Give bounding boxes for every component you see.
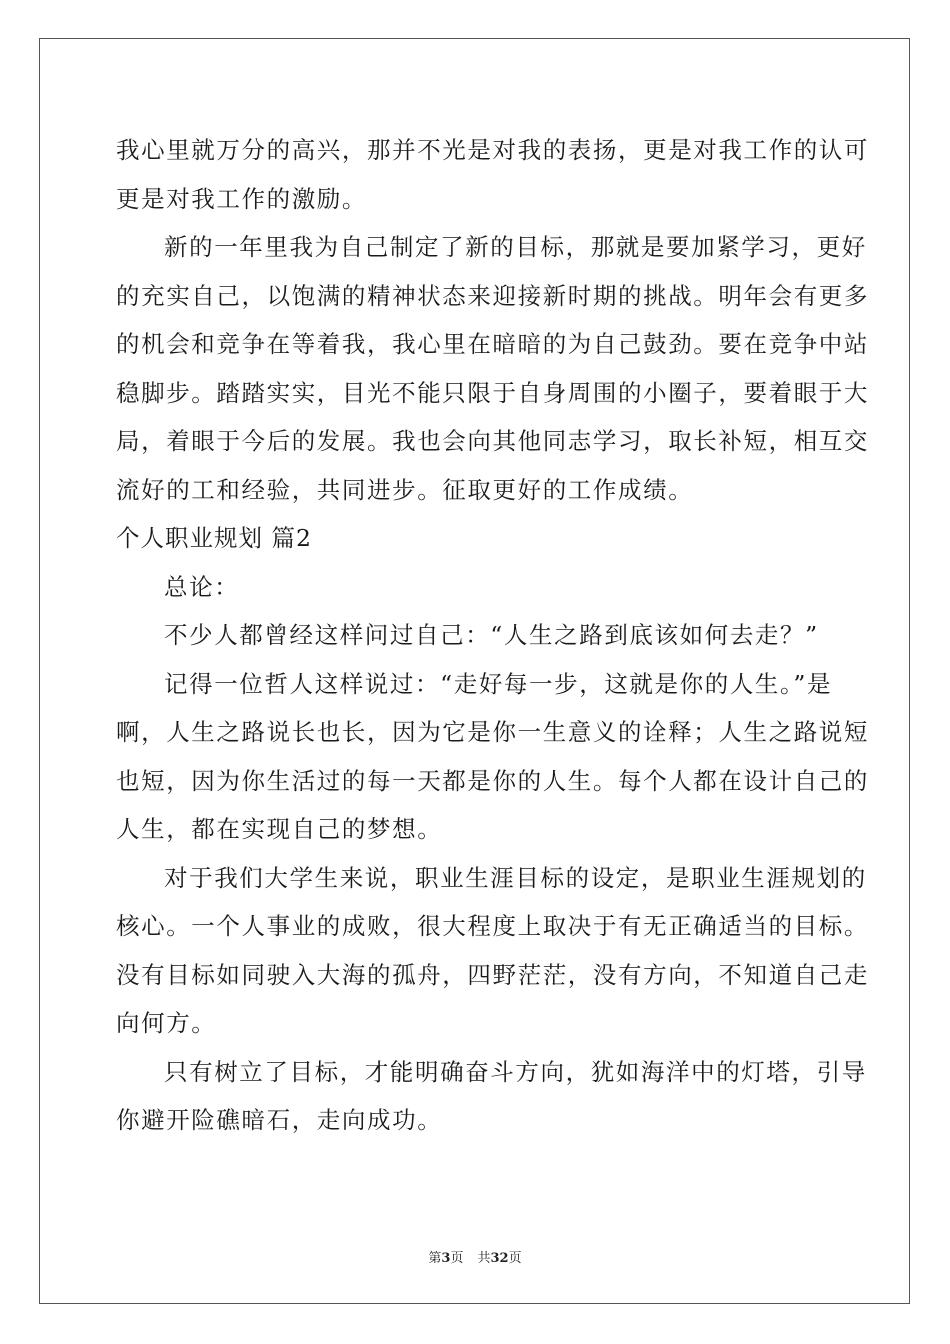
document-body <box>116 126 869 1145</box>
text-line: 更是对我工作的激励。 <box>116 184 367 213</box>
text-line: 我心里就万分的高兴，那并不光是对我的表扬，更是对我工作的认可 <box>116 136 869 164</box>
paragraph-start: 对于我们大学生来说，职业生涯目标的设定，是职业生涯规划的 <box>164 863 867 892</box>
text-line: 也短，因为你生活过的每一天都是你的人生。每个人都在设计自己的 <box>116 766 869 795</box>
total-pages: 32 <box>490 1251 509 1266</box>
paragraph-start: 不少人都曾经这样问过自己：“人生之路到底该如何去走？” <box>164 621 819 649</box>
section-heading: 个人职业规划 篇2 <box>116 524 312 552</box>
text-line: 的机会和竞争在等着我，我心里在暗暗的为自己鼓劲。要在竞争中站 <box>116 330 869 358</box>
text-line: 没有目标如同驶入大海的孤舟，四野茫茫，没有方向，不知道自己走 <box>116 960 869 989</box>
page-prefix: 第 <box>428 1251 442 1266</box>
text-line: 稳脚步。踏踏实实，目光不能只限于自身周围的小圈子，要着眼于大 <box>116 378 869 407</box>
text-line: 局，着眼于今后的发展。我也会向其他同志学习，取长补短，相互交 <box>116 427 869 455</box>
page-suffix: 页 <box>450 1251 464 1266</box>
text-line: 你避开险礁暗石，走向成功。 <box>116 1106 443 1134</box>
text-line: 啊，人生之路说长也长，因为它是你一生意义的诠释；人生之路说短 <box>116 718 869 746</box>
paragraph-start: 记得一位哲人这样说过：“走好每一步，这就是你的人生。”是 <box>164 669 833 698</box>
text-line: 的充实自己，以饱满的精神状态来迎接新时期的挑战。明年会有更多 <box>116 281 869 310</box>
text-line: 核心。一个人事业的成败，很大程度上取决于有无正确适当的目标。 <box>116 912 869 940</box>
page-number: 3 <box>441 1251 451 1266</box>
paragraph-start: 只有树立了目标，才能明确奋斗方向，犹如海洋中的灯塔，引导 <box>164 1057 867 1086</box>
text-line: 流好的工和经验，共同进步。征取更好的工作成绩。 <box>116 475 694 504</box>
total-prefix: 共 <box>477 1251 491 1266</box>
paragraph-start: 新的一年里我为自己制定了新的目标，那就是要加紧学习，更好 <box>164 233 867 261</box>
page-footer <box>0 1247 950 1266</box>
total-suffix: 页 <box>508 1251 522 1266</box>
text-line: 向何方。 <box>116 1009 217 1037</box>
paragraph-start: 总论： <box>164 572 240 601</box>
text-line: 人生，都在实现自己的梦想。 <box>116 815 443 843</box>
